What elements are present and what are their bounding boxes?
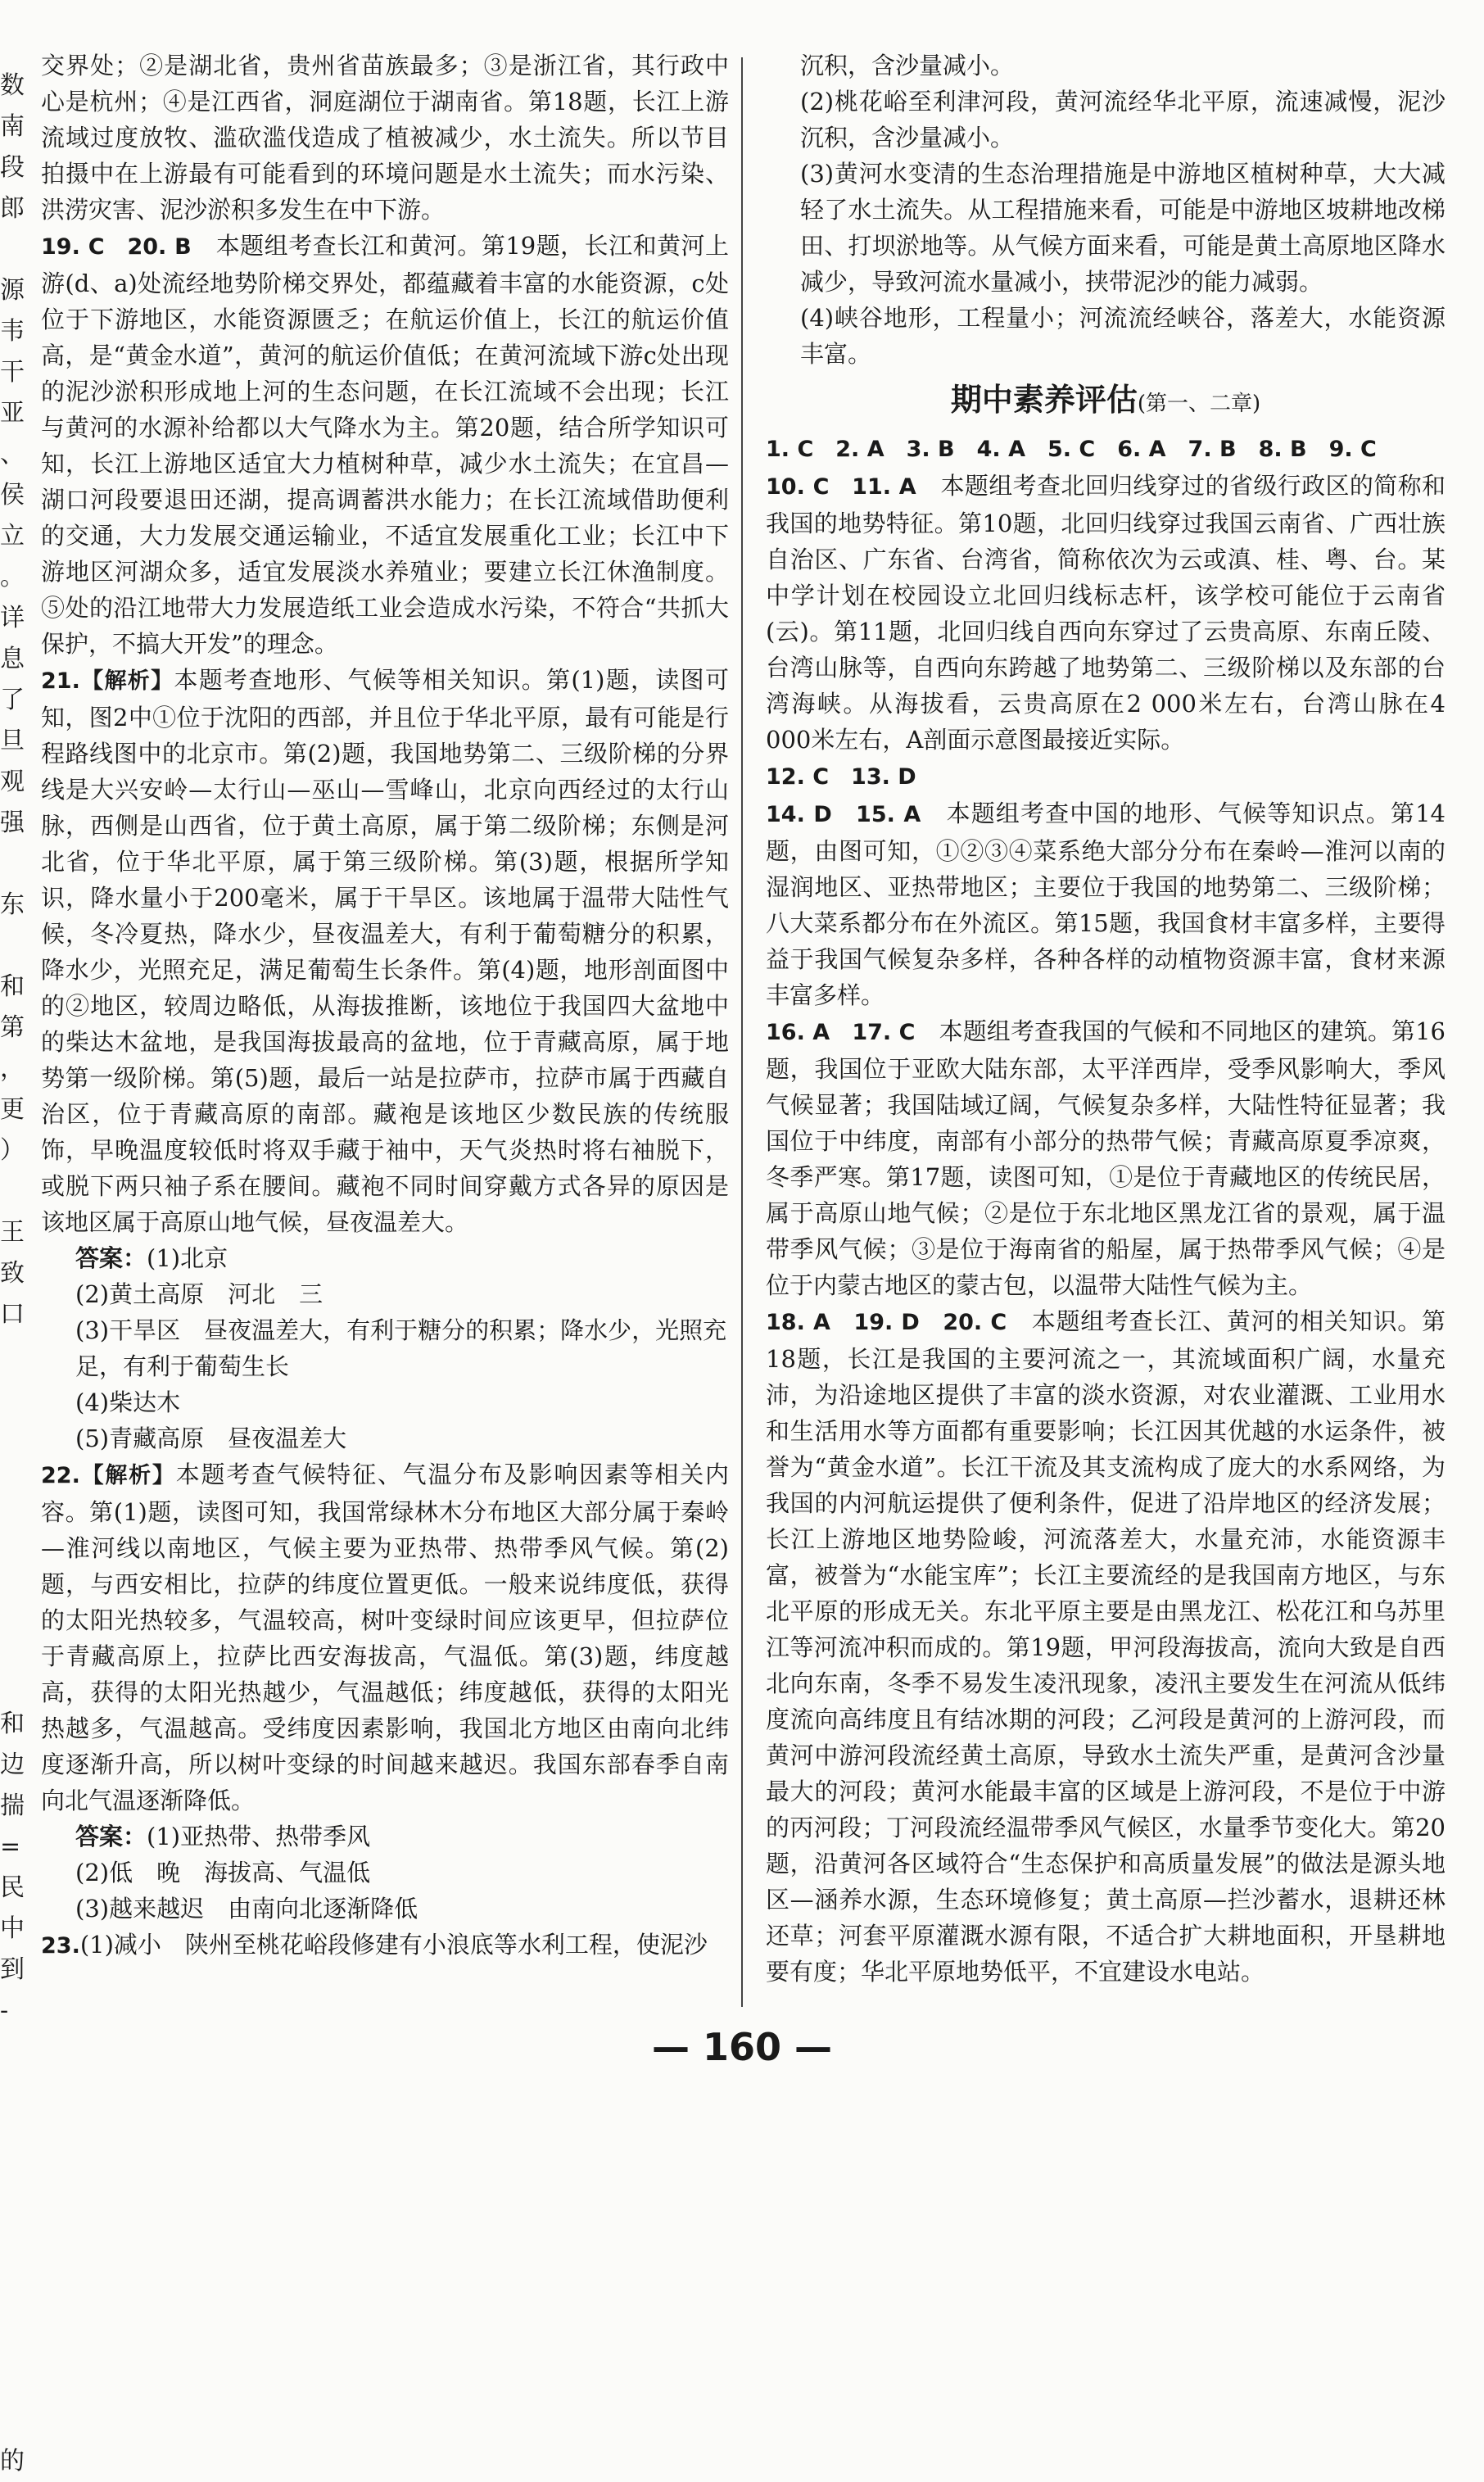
margin-fragment: 息 [0, 645, 25, 673]
paragraph-q19-20 [41, 228, 729, 662]
paragraph-q18-end: 交界处；②是湖北省，贵州省苗族最多；③是浙江省，其行政中心是杭州；④是江西省，洞庭湖位于湖南省。第18题，长江上游流域过度放牧、滥砍滥伐造成了植被减少，水土流失。所以节目拍摄中在上游最有可能看到的环境问题是水土流失；而水污染、洪涝灾害、泥沙淤积多发生在中下游。 [41, 52, 729, 224]
margin-fragment [0, 2277, 18, 2318]
margin-fragment: 和 [0, 972, 25, 1001]
heading-subtitle: (第一、二章) [1137, 392, 1261, 416]
margin-fragment: 东 [0, 890, 25, 919]
margin-fragment: 的 [0, 2447, 25, 2475]
margin-fragment [0, 1622, 18, 1663]
margin-fragment [0, 1335, 18, 1376]
margin-fragment [0, 1171, 18, 1212]
answer-line: (1)北京 [147, 1244, 228, 1272]
paragraph-q23-4: (4)峡谷地形，工程量小；河流流经峡谷，落差大，水能资源丰富。 [800, 304, 1446, 368]
answer-key: 16. A 17. C [766, 1020, 916, 1045]
page-number: — 160 — [651, 2025, 833, 2069]
margin-fragment: 揣 [0, 1791, 25, 1820]
answer-line: (3)越来越迟 由南向北逐渐降低 [75, 1895, 419, 1923]
margin-fragment: 边 [0, 1751, 25, 1779]
answer-key: 10. C 11. A [766, 474, 916, 500]
margin-fragment: 源 [0, 276, 25, 305]
answer-key-19-20: 19. C 20. B [41, 234, 192, 260]
answer-line: (5)青藏高原 昼夜温差大 [75, 1424, 347, 1452]
explanation-text: 本题组考查北回归线穿过的省级行政区的简称和我国的地势特征。第10题，北回归线穿过我国云南省、广西壮族自治区、广东省、台湾省，简称依次为云或滇、桂、粤、台。某中学计划在校园设立北回归线标志杆，该学校可能位于云南省(云)。第11题，北回归线自西向东穿过了云贵高原、东南丘陵、台湾山脉等，自西向东跨越了地势第二、三级阶梯以及东部的台湾海峡。从海拔看，云贵高原在2 000米左右，台湾山脉在4 000米左右，A剖面示意图最接近实际。 [766, 472, 1446, 754]
answers-q22 [41, 1818, 729, 1927]
margin-fragment [0, 2195, 18, 2236]
label-q22: 22.【解析】 [41, 1463, 176, 1488]
margin-fragment: 详 [0, 604, 25, 632]
right-column [766, 48, 1446, 1990]
explanation-text: 本题组考查我国的气候和不同地区的建筑。第16题，我国位于亚欧大陆东部，太平洋西岸，受季风影响大，季风气候显著；我国陆域辽阔，气候复杂多样，大陆性特征显著；我国位于中纬度，南部有小部分的热带气候；青藏高原夏季凉爽，冬季严寒。第17题，读图可知，①是位于青藏地区的传统民居，属于高原山地气候；②是位于东北地区黑龙江省的景观，属于温带季风气候；③是位于海南省的船屋，属于热带季风气候；④是位于内蒙古地区的蒙古包，以温带大陆性气候为主。 [766, 1017, 1446, 1299]
answer-key: 18. A 19. D 20. C [766, 1310, 1007, 1335]
answer-label: 答案： [75, 1244, 147, 1272]
paragraph-q21 [41, 662, 729, 1240]
margin-fragment [0, 2113, 18, 2154]
paragraph-q22 [41, 1456, 729, 1818]
margin-fragment: - [0, 1996, 9, 2025]
margin-fragment: 民 [0, 1873, 25, 1902]
margin-fragment: 段 [0, 153, 25, 182]
answer-line: (2)黄土高原 河北 三 [75, 1280, 323, 1308]
margin-fragment: 南 [0, 112, 25, 141]
margin-fragment [0, 1458, 18, 1499]
margin-fragment [0, 2236, 18, 2277]
label-q21: 21.【解析】 [41, 668, 174, 694]
paragraph-q10-11 [766, 468, 1446, 758]
margin-fragment: 干 [0, 358, 25, 387]
answer-key: 14. D 15. A [766, 802, 921, 827]
margin-fragment [0, 1663, 18, 1704]
left-margin-fragments [0, 66, 25, 2482]
paragraph-q18-20 [766, 1303, 1446, 1990]
margin-fragment: 口 [0, 1300, 25, 1329]
margin-fragment: 和 [0, 1710, 25, 1738]
margin-fragment: 侯 [0, 481, 25, 510]
margin-fragment: 强 [0, 808, 25, 837]
paragraph-q23-cont: 沉积，含沙量减小。 [800, 52, 1015, 79]
margin-fragment: ） [0, 1136, 25, 1165]
explanation-text: 本题考查地形、气候等相关知识。第(1)题，读图可知，图2中①位于沈阳的西部，并且位于华北平原，最有可能是行程路线图中的北京市。第(2)题，我国地势第二、三级阶梯的分界线是大兴安岭—太行山—巫山—雪峰山，北京向西经过的太行山脉，西侧是山西省，位于黄土高原，属于第二级阶梯；东侧是河北省，位于华北平原，属于第三级阶梯。第(3)题，根据所学知识，降水量小于200毫米，属于干旱区。该地属于温带大陆性气候，冬冷夏热，降水少，昼夜温差大，有利于葡萄糖分的积累，降水少，光照充足，满足葡萄生长条件。第(4)题，地形剖面图中的②地区，较周边略低，从海拔推断，该地位于我国四大盆地中的柴达木盆地，是我国海拔最高的盆地，位于青藏高原，属于地势第一级阶梯。第(5)题，最后一站是拉萨市，拉萨市属于西藏自治区，位于青藏高原的南部。藏袍是该地区少数民族的传统服饰，早晚温度较低时将双手藏于袖中，天气炎热时将右袖脱下，或脱下两只袖子系在腰间。藏袍不同时间穿戴方式各异的原因是该地区属于高原山地气候，昼夜温差大。 [41, 666, 729, 1236]
answer-line: (4)柴达木 [75, 1388, 181, 1416]
answer-line: (2)低 晚 海拔高、气温低 [75, 1859, 371, 1886]
margin-fragment: ， [0, 1054, 25, 1083]
answer-key-12-13 [766, 758, 1446, 795]
margin-fragment: 立 [0, 522, 25, 550]
explanation-text: 本题考查气候特征、气温分布及影响因素等相关内容。第(1)题，读图可知，我国常绿林木分布地区大部分属于秦岭—淮河线以南地区，气候主要为亚热带、热带季风气候。第(2)题，与西安相比，拉萨的纬度位置更低。一般来说纬度低，获得的太阳光热较多，气温较高，树叶变绿时间应该更早，但拉萨位于青藏高原上，拉萨比西安海拔高，气温低。第(3)题，纬度越高，获得的太阳光热越少，气温越低；纬度越低，获得的太阳光热越多，气温越高。受纬度因素影响，我国北方地区由南向北纬度逐渐升高，所以树叶变绿的时间越来越迟。我国东部春季自南向北气温逐渐降低。 [41, 1461, 729, 1814]
margin-fragment: 旦 [0, 727, 25, 755]
answer-key-1-9 [766, 430, 1446, 468]
margin-fragment: 、 [0, 440, 25, 469]
margin-fragment: 。 [0, 563, 25, 591]
answer-line: (3)干旱区 昼夜温差大，有利于糖分的积累；降水少，光照充足，有利于葡萄生长 [75, 1316, 727, 1380]
margin-fragment [0, 2072, 18, 2113]
margin-fragment: 王 [0, 1218, 25, 1247]
paragraph-q23 [41, 1927, 729, 1964]
margin-fragment [0, 1540, 18, 1581]
margin-fragment: 韦 [0, 317, 25, 346]
margin-fragment [0, 1581, 18, 1622]
heading-title: 期中素养评估 [950, 381, 1138, 418]
margin-fragment [0, 2318, 18, 2359]
label-q23: 23. [41, 1933, 80, 1959]
margin-fragment: 了 [0, 686, 25, 714]
explanation-text: 本题组考查长江、黄河的相关知识。第18题，长江是我国的主要河流之一，其流域面积广阔，水量充沛，为沿途地区提供了丰富的淡水资源，对农业灌溉、工业用水和生活用水等方面都有重要影响；长江因其优越的水运条件，被誉为“黄金水道”。长江干流及其支流构成了庞大的水系网络，为我国的内河航运提供了便利条件，促进了沿岸地区的经济发展；长江上游地区地势险峻，河流落差大，水量充沛，水能资源丰富，被誉为“水能宝库”；长江主要流经的是我国南方地区，与东北平原的形成无关。东北平原主要是由黑龙江、松花江和乌苏里江等河流冲积而成的。第19题，甲河段海拔高，流向大致是自西北向东南，冬季不易发生凌汛现象，凌汛主要发生在河流从低纬度流向高纬度且有结冰期的河段；乙河段是黄河的上游河段，而黄河中游河段流经黄土高原，导致水土流失严重，是黄河含沙量最大的河段；黄河水能最丰富的区域是上游河段，不是位于中游的丙河段；丁河段流经温带季风气候区，水量季节变化大。第20题，沿黄河各区域符合“生态保护和高质量发展”的做法是源头地区—涵养水源，生态环境修复；黄土高原—拦沙蓄水，退耕还林还草；河套平原灌溉水源有限，不适合扩大耕地面积，开垦耕地要有度；华北平原地势低平，不宜建设水电站。 [766, 1307, 1446, 1986]
margin-fragment [0, 1376, 18, 1417]
margin-fragment: 观 [0, 768, 25, 796]
paragraph-q16-17 [766, 1013, 1446, 1303]
answers-q21 [41, 1240, 729, 1456]
margin-fragment: 中 [0, 1914, 25, 1943]
margin-fragment [0, 844, 18, 885]
margin-fragment: 更 [0, 1095, 25, 1124]
margin-fragment [0, 1499, 18, 1540]
margin-fragment: 亚 [0, 399, 25, 428]
paragraph-q23-3: (3)黄河水变清的生态治理措施是中游地区植树种草，大大减轻了水土流失。从工程措施来看，可能是中游地区坡耕地改梯田、打坝淤地等。从气候方面来看，可能是黄土高原地区降水减少，导致河流水量减小，挟带泥沙的能力减弱。 [800, 160, 1446, 296]
margin-fragment [0, 2359, 18, 2400]
answer-key: 12. C 13. D [766, 764, 916, 790]
column-divider [741, 57, 743, 2007]
margin-fragment [0, 1417, 18, 1458]
answer-line: (1)亚热带、热带季风 [147, 1823, 371, 1850]
margin-fragment: = [0, 1832, 21, 1861]
explanation-text: (1)减小 陕州至桃花峪段修建有小浪底等水利工程，使泥沙 [79, 1931, 708, 1959]
margin-fragment [0, 926, 18, 967]
margin-fragment [0, 229, 18, 270]
margin-fragment: 数 [0, 71, 25, 100]
explanation-text: 本题组考查长江和黄河。第19题，长江和黄河上游(d、a)处流经地势阶梯交界处，都蕴藏着丰富的水能资源，c处位于下游地区，水能资源匮乏；在航运价值上，长江的航运价值高，是“黄金水道”，黄河的航运价值低；在黄河流域下游c处出现的泥沙淤积形成地上河的生态问题，在长江流域不会出现；长江与黄河的水源补给都以大气降水为主。第20题，结合所学知识可知，长江上游地区适宜大力植树种草，减少水土流失；在宜昌—湖口河段要退田还湖，提高调蓄洪水能力；在长江流域借助便利的交通，大力发展交通运输业，不适宜发展重化工业；长江中下游地区河湖众多，适宜发展淡水养殖业；要建立长江休渔制度。⑤处的沿江地带大力发展造纸工业会造成水污染，不符合“共抓大保护，不搞大开发”的理念。 [41, 232, 729, 658]
explanation-text: 本题组考查中国的地形、气候等知识点。第14题，由图可知，①②③④菜系绝大部分分布在秦岭—淮河以南的湿润地区、亚热带地区；主要位于我国的地势第二、三级阶梯；八大菜系都分布在外流区。第15题，我国食材丰富多样，主要得益于我国气候复杂多样，各种各样的动植物资源丰富，食材来源丰富多样。 [766, 799, 1446, 1009]
margin-fragment: 到 [0, 1955, 25, 1984]
margin-fragment [0, 2154, 18, 2195]
margin-fragment: 第 [0, 1013, 25, 1042]
margin-fragment: 致 [0, 1259, 25, 1288]
margin-fragment [0, 2400, 18, 2441]
answer-label: 答案： [75, 1823, 147, 1850]
paragraph-q23-2: (2)桃花峪至利津河段，黄河流经华北平原，流速减慢，泥沙沉积，含沙量减小。 [800, 88, 1446, 152]
section-heading [766, 378, 1446, 425]
left-column [41, 48, 729, 1964]
margin-fragment: 郎 [0, 194, 25, 223]
paragraph-q14-15 [766, 795, 1446, 1013]
answer-key: 1. C 2. A 3. B 4. A 5. C 6. A 7. B 8. B 9. C [766, 437, 1377, 462]
